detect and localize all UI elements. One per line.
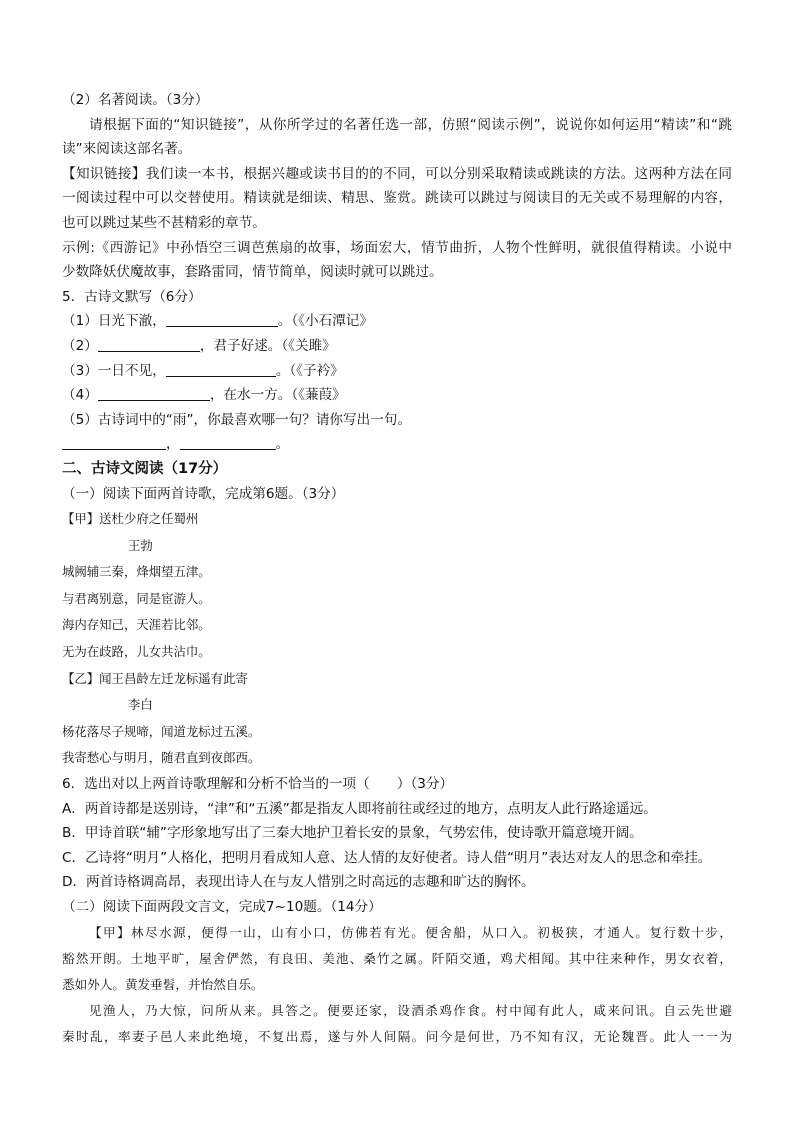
poem-b-title: 【乙】闻王昌龄左迁龙标遥有此寄 (62, 670, 248, 686)
classical-text-line: 悉如外人。黄发垂髫，并怡然自乐。 (62, 976, 264, 992)
classical-text-line: 见渔人，乃大惊，问所从来。具答之。便要还家，设酒杀鸡作食。村中闻有此人，咸来问讯。自云先世避 (89, 1002, 732, 1018)
q5-item-3-prefix: （3）一日不见， (62, 362, 166, 379)
q5-item-1-prefix: （1）日光下澈， (62, 313, 166, 330)
answer-blank[interactable] (180, 434, 276, 450)
q4-instruction-line-1: 请根据下面的“知识链接”，从你所学过的名著任选一部，仿照“阅读示例”，说说你如何运用“精读”和“跳 (89, 116, 732, 133)
part-2-heading: （二）阅读下面两段文言文，完成7~10题。（14分） (62, 899, 382, 915)
q5-item-4-suffix: ，在水一方。（《蒹葭》 (209, 387, 346, 404)
section-2-heading: 二、古诗文阅读（17分） (62, 460, 228, 477)
q4-instruction-line-2: 读”来阅读这部名著。 (62, 141, 192, 158)
q6-option-c: C．乙诗将“明月”人格化，把明月看成知人意、达人情的友好使者。诗人借“明月”表达对友人的思念和牵挂。 (62, 849, 712, 866)
poem-b-author: 李白 (128, 697, 153, 713)
poem-a-line: 海内存知己，天涯若比邻。 (62, 617, 211, 633)
answer-blank[interactable] (166, 361, 276, 377)
answer-blank[interactable] (98, 336, 200, 352)
answer-blank[interactable] (166, 311, 278, 327)
q5-item-5-comma: ， (166, 436, 180, 453)
poem-a-line: 与君离别意，同是宦游人。 (62, 590, 211, 606)
q5-item-3-suffix: 。（《子衿》 (275, 362, 344, 379)
q4-sub2-heading: （2）名著阅读。（3分） (62, 92, 209, 108)
classical-text-line: 【甲】林尽水源，便得一山，山有小口，仿佛若有光。便舍船，从口入。初极狭，才通人。复行数十步， (89, 924, 732, 940)
classical-text-line: 豁然开朗。土地平旷，屋舍俨然，有良田、美池、桑竹之属。阡陌交通，鸡犬相闻。其中往来种作，男女衣着， (62, 950, 732, 966)
reading-example-line-2: 少数降妖伏魔故事，套路雷同，情节简单，阅读时就可以跳过。 (62, 264, 443, 281)
poem-a-title: 【甲】送杜少府之任蜀州 (62, 511, 199, 527)
q6-option-a: A．两首诗都是送别诗，“津”和“五溪”都是指友人即将前往或经过的地方，点明友人此行路途遥远。 (62, 800, 657, 817)
q6-stem: 6．选出对以上两首诗歌理解和分析不恰当的一项（ ）（3分） (62, 776, 454, 793)
q5-item-5-end: 。 (275, 436, 290, 453)
q5-item-1 (62, 309, 732, 334)
answer-blank[interactable] (98, 385, 210, 401)
knowledge-link-line-3: 也可以跳过某些不甚精彩的章节。 (62, 214, 266, 231)
q5-item-4-prefix: （4） (62, 387, 98, 404)
exam-page (62, 88, 732, 1050)
knowledge-link-line-1: 【知识链接】我们读一本书，根据兴趣或读书目的的不同，可以分别采取精读或跳读的方法。这两种方法在同 (62, 165, 732, 182)
poem-a-line: 无为在歧路，儿女共沾巾。 (62, 644, 211, 660)
q5-heading: 5．古诗文默写（6分） (62, 288, 202, 305)
q5-item-3 (62, 359, 732, 384)
q5-item-2-suffix: ，君子好逑。（《关雎》 (199, 337, 336, 354)
q5-item-1-suffix: 。（《小石潭记》 (277, 313, 373, 330)
classical-text-line: 秦时乱，率妻子邑人来此绝境，不复出焉，遂与外人间隔。问今是何世，乃不知有汉，无论魏晋。此人一一为 (62, 1028, 732, 1044)
knowledge-link-line-2: 一阅读过程中可以交替使用。精读就是细读、精思、鉴赏。跳读可以跳过与阅读目的无关或不易理解的内容， (62, 190, 732, 207)
q5-item-2-prefix: （2） (62, 337, 98, 354)
q5-item-4 (62, 383, 732, 408)
reading-example-line-1: 示例:《西游记》中孙悟空三调芭蕉扇的故事，场面宏大，情节曲折，人物个性鲜明，就很值得精读。小说中 (62, 239, 732, 256)
part-1-heading: （一）阅读下面两首诗歌，完成第6题。（3分） (62, 485, 345, 502)
poem-a-line: 城阙辅三秦，烽烟望五津。 (62, 564, 211, 580)
q6-option-d: D．两首诗格调高昂，表现出诗人在与友人惜别之时高远的志趣和旷达的胸怀。 (62, 874, 535, 891)
q5-item-5-answer (62, 432, 732, 457)
poem-a-author: 王勃 (128, 537, 153, 553)
q6-option-b: B．甲诗首联“辅”字形象地写出了三秦大地护卫着长安的景象，气势宏伟，使诗歌开篇意境开阔。 (62, 825, 643, 842)
poem-b-line: 我寄愁心与明月，随君直到夜郎西。 (62, 750, 261, 766)
poem-b-line: 杨花落尽子规啼，闻道龙标过五溪。 (62, 723, 261, 739)
answer-blank[interactable] (62, 434, 166, 450)
q5-item-5: （5）古诗词中的“雨”，你最喜欢哪一句？请你写出一句。 (62, 411, 411, 428)
q5-item-2 (62, 334, 732, 359)
